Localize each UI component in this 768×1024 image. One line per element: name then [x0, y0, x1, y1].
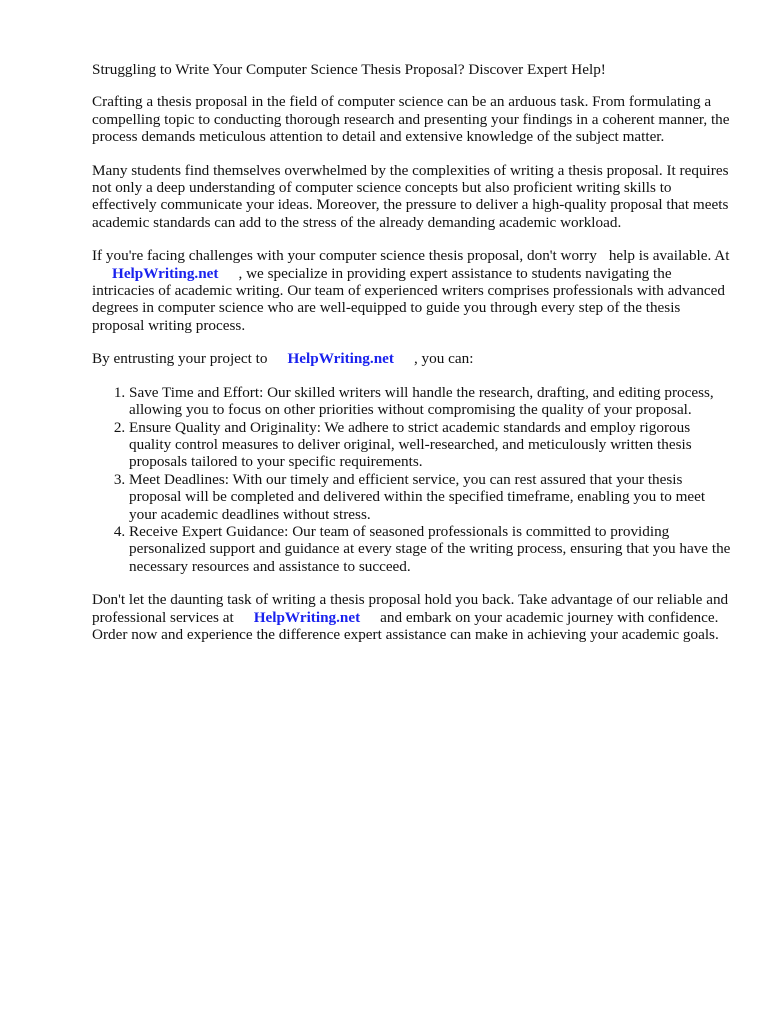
- paragraph-challenges-text-2: help is available. At: [608, 247, 730, 265]
- benefits-list: [92, 384, 732, 575]
- paragraph-entrusting-text-1: By entrusting your project to: [92, 350, 268, 368]
- list-item: 3. Meet Deadlines: With our timely and efficient service, you can rest assured that your thesis proposal will be completed and delivered within the specified timeframe, enabling you to meet your academic deadlines without stress.: [129, 471, 732, 523]
- paragraph-challenges-text-1: If you're facing challenges with your computer science thesis proposal, don't worry: [92, 247, 597, 265]
- paragraph-closing-text-2: and embark on your academic journey with confidence. Order now and experience the difference expert assistance can make in achieving your academic goals.: [92, 608, 719, 643]
- paragraph-overwhelmed: Many students find themselves overwhelmed by the complexities of writing a thesis proposal. It requires not only a deep understanding of computer science concepts but also proficient writing skills to effectively communicate your ideas. Moreover, the pressure to deliver a high-quality proposal that meets academic standards can add to the stress of the already demanding academic workload.: [92, 161, 729, 231]
- helpwriting-link-3[interactable]: HelpWriting.net: [253, 608, 361, 626]
- paragraph-closing-text-1: Don't let the daunting task of writing a thesis proposal hold you back. Take advantage of our reliable and professional services at: [92, 591, 729, 626]
- paragraph-challenges-text-3: , we specialize in providing expert assistance to students navigating the intricacies of academic writing. Our team of experienced writers comprises professionals with advanced degrees in computer science who are well-equipped to guide you through every step of the thesis proposal writing process.: [92, 264, 725, 334]
- paragraph-intro: Crafting a thesis proposal in the field of computer science can be an arduous task. From formulating a compelling topic to conducting thorough research and presenting your findings in a coherent manner, the process demands meticulous attention to detail and extensive knowledge of the subject matter.: [92, 93, 730, 146]
- list-item: 4. Receive Expert Guidance: Our team of seasoned professionals is committed to providing personalized support and guidance at every stage of the writing process, ensuring that you have the necessary resources and assistance to succeed.: [129, 523, 732, 575]
- list-item: 1. Save Time and Effort: Our skilled writers will handle the research, drafting, and editing process, allowing you to focus on other priorities without compromising the quality of your proposal.: [129, 384, 732, 419]
- helpwriting-link-1[interactable]: HelpWriting.net: [112, 264, 219, 282]
- paragraph-closing: [92, 591, 732, 643]
- paragraph-entrusting-text-2: , you can:: [413, 350, 474, 368]
- paragraph-entrusting: [92, 350, 732, 367]
- helpwriting-link-2[interactable]: HelpWriting.net: [287, 350, 394, 368]
- document-title: Struggling to Write Your Computer Science Thesis Proposal? Discover Expert Help!: [92, 61, 606, 78]
- list-item: 2. Ensure Quality and Originality: We adhere to strict academic standards and employ rigorous quality control measures to deliver original, well-researched, and meticulously written thesis proposals tailored to your specific requirements.: [129, 419, 732, 471]
- document-page: [92, 61, 732, 659]
- paragraph-challenges: [92, 247, 732, 334]
